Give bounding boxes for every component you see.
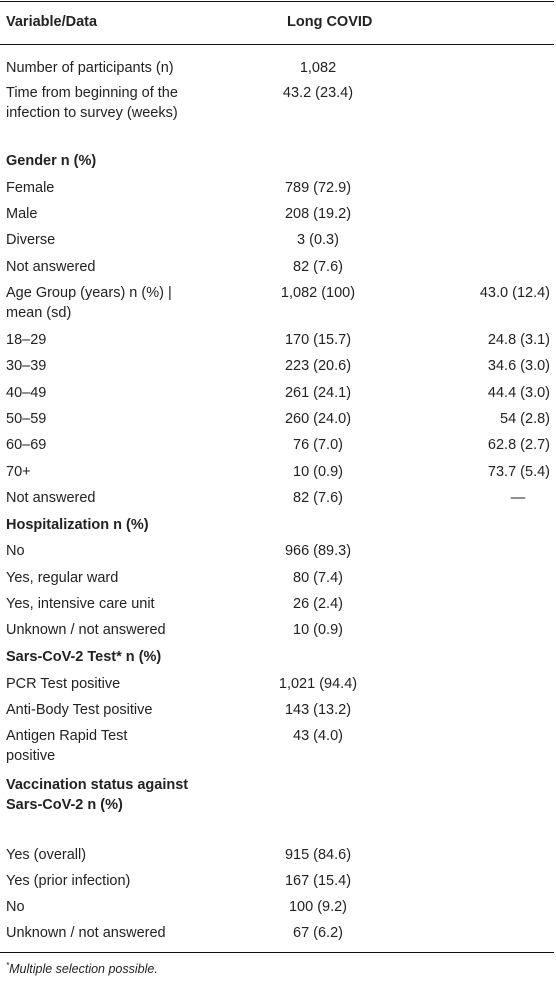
row-label: PCR Test positive [6,676,121,692]
row-extra: 54 (2.8) [500,411,550,427]
row-value: 170 (15.7) [284,332,352,348]
row-value: 100 (9.2) [288,899,348,915]
row-label: Age Group (years) n (%) | mean (sd) [6,285,172,321]
row-value: 915 (84.6) [284,847,352,863]
section-heading: Gender n (%) [6,153,97,169]
row-value: 76 (7.0) [293,437,343,453]
row-label: Yes (prior infection) [6,873,131,889]
column-header-variable: Variable/Data [6,14,98,30]
row-value: 43 (4.0) [293,728,343,744]
section-heading: Vaccination status against Sars-CoV-2 n (%) [6,777,189,813]
table-footnote [6,958,158,977]
row-value: 3 (0.3) [297,232,339,248]
row-extra: 43.0 (12.4) [479,285,550,301]
row-extra: 73.7 (5.4) [487,464,550,480]
row-extra: — [510,490,526,506]
row-value: 966 (89.3) [284,543,352,559]
row-value: 1,082 (100) [280,285,356,301]
row-value: 1,082 [299,60,337,76]
row-label: Time from beginning of the infection to survey (weeks) [6,85,178,121]
footnote-marker: * [6,961,10,970]
row-label: Anti-Body Test positive [6,702,153,718]
row-label: 70+ [6,464,31,480]
row-label: 40–49 [6,385,47,401]
row-label: Female [6,180,55,196]
row-label: No [6,543,25,559]
section-heading: Hospitalization n (%) [6,517,149,533]
row-value: 43.2 (23.4) [282,85,354,101]
row-value: 1,021 (94.4) [278,676,358,692]
row-extra: 34.6 (3.0) [487,358,550,374]
row-value: 143 (13.2) [284,702,352,718]
row-value: 26 (2.4) [293,596,343,612]
row-extra: 24.8 (3.1) [487,332,550,348]
row-label: Yes, regular ward [6,570,119,586]
header-rule [0,44,554,45]
table-top-rule [0,1,554,2]
row-value: 260 (24.0) [284,411,352,427]
row-label: Unknown / not answered [6,622,166,638]
row-label: 60–69 [6,437,47,453]
table-bottom-rule [0,952,554,953]
row-label: 50–59 [6,411,47,427]
row-value: 10 (0.9) [293,622,343,638]
row-value: 82 (7.6) [293,490,343,506]
row-value: 789 (72.9) [284,180,352,196]
row-value: 67 (6.2) [293,925,343,941]
row-value: 208 (19.2) [284,206,352,222]
column-header-long-covid: Long COVID [287,14,373,30]
row-label: Unknown / not answered [6,925,166,941]
row-label: 18–29 [6,332,47,348]
row-value: 261 (24.1) [284,385,352,401]
row-value: 223 (20.6) [284,358,352,374]
row-label: Diverse [6,232,56,248]
row-label: Number of participants (n) [6,60,174,76]
row-label: Antigen Rapid Test positive [6,728,128,764]
row-label: No [6,899,25,915]
row-value: 80 (7.4) [293,570,343,586]
row-label: Not answered [6,490,96,506]
row-label: Not answered [6,259,96,275]
row-value: 82 (7.6) [293,259,343,275]
row-label: Yes, intensive care unit [6,596,155,612]
row-label: 30–39 [6,358,47,374]
row-extra: 44.4 (3.0) [487,385,550,401]
row-value: 167 (15.4) [284,873,352,889]
footnote-text: Multiple selection possible. [9,962,158,977]
section-heading: Sars-CoV-2 Test* n (%) [6,649,162,665]
row-extra: 62.8 (2.7) [487,437,550,453]
row-value: 10 (0.9) [293,464,343,480]
row-label: Male [6,206,38,222]
row-label: Yes (overall) [6,847,87,863]
